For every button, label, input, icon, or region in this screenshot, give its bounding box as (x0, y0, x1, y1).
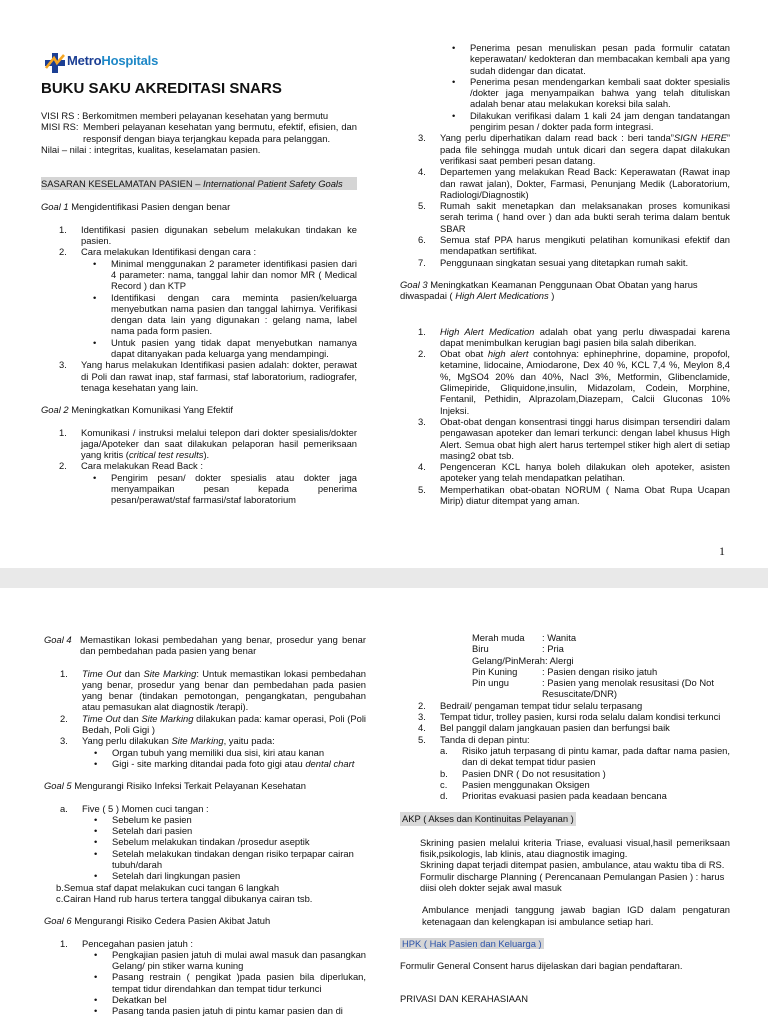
color-code-table (400, 632, 730, 700)
list-item: 2. Cara melakukan Identifikasi dengan cara : (59, 246, 257, 258)
bullet-item: • Setelah dari pasien (94, 825, 193, 837)
goal5-heading: Goal 5 Mengurangi Risiko Infeksi Terkait Pelayanan Kesehatan (44, 780, 306, 792)
list-item: 1. Time Out dan Site Marking: Untuk memastikan lokasi pembedahan yang benar, prosedur yang benar dan pembedahan pada pasien yang benar (tindakan pemotongan, pengangkatan, pengubahan atau pemasukan alat diagnostik /terapi). (60, 667, 366, 713)
list-item: 5. Rumah sakit menetapkan dan melaksanakan proses komunikasi serah terima ( hand over ) dan ada bukti serah terima dalam bentuk SBAR (418, 200, 730, 234)
goal5-list (44, 803, 366, 882)
color-row: Pin Kuning : Pasien dengan risiko jatuh (472, 665, 658, 677)
list-item: a. Five ( 5 ) Momen cuci tangan : (60, 802, 209, 814)
list-item: 1. Pencegahan pasien jatuh : (60, 937, 194, 949)
sasaran-text: SASARAN KESELAMATAN PASIEN – (41, 178, 204, 190)
bullet-item: • Penerima pesan menuliskan pesan pada formulir catatan keperawatan/ kedokteran dan membacakan kembali apa yang sudah didengar dan dicatat. (452, 42, 730, 76)
bullet-item: • Sebelum ke pasien (94, 813, 192, 825)
sasaran-italic: International Patient Safety Goals (203, 178, 343, 190)
list-item: 3. Yang harus melakukan Identifikasi pasien adalah: dokter, perawat di Poli dan rawat inap, staf farmasi, staf laboratorium, radiografer, tenaga kesehatan yang lain. (59, 359, 357, 393)
page-2 (0, 588, 768, 1024)
akp-paragraph: Formulir discharge Planning ( Perencanaan Pemulangan Pasien ) : harus diisi oleh dokter sejak awal masuk (420, 870, 725, 893)
goal6-heading: Goal 6 Mengurangi Risiko Cedera Pasien Akibat Jatuh (44, 915, 271, 927)
akp-paragraph: Ambulance menjadi tanggung jawab bagian IGD dalam pengaturan ketenagaan dan kelengkapan isi ambulance setiap hari. (422, 904, 730, 927)
bullet-item: • Identifikasi dengan cara meminta pasien/keluarga menyebutkan nama pasien dan tanggal lahirnya. Verifikasi dengan data lain yang digunakan : gelang nama, label nama pada form pasien. (93, 291, 357, 337)
list-item: 3. Yang perlu dilakukan Site Marking, yaitu pada: (60, 735, 275, 747)
color-row: Biru : Pria (472, 643, 564, 655)
akp-paragraph: Skrining pasien melalui kriteria Triase, evaluasi visual,hasil pemeriksaan fisik,psikologis, lab klinis, atau diagnostik imaging. (420, 836, 730, 860)
list-item: 3. Tempat tidur, trolley pasien, kursi roda selalu dalam kondisi terkunci (418, 711, 721, 723)
bullet-item: • Minimal menggunakan 2 parameter identifikasi pasien dari 4 parameter: nama, tanggal lahir dan nomor MR ( Medical Record ) dan KTP (93, 257, 357, 292)
goal2-list (41, 427, 357, 506)
list-item: 3. Yang perlu diperhatikan dalam read back : beri tanda”SIGN HERE” pada file sehingga mudah untuk dicari dan segera dapat dilakukan verifikasi saat pemberi pesan datang. (418, 132, 730, 166)
list-item: 3. Obat-obat dengan konsentrasi tinggi harus disimpan tersendiri dalam pengawasan apoteker dan lemari terkunci: dengan label khusus High Alert. Semua obat high alert harus tertempel stiker high alert di setiap masing2 obat tsb. (418, 415, 730, 461)
bullet-item: • Dilakukan verifikasi dalam 1 kali 24 jam dengan tandatangan pengirim pesan / dokter pada form integrasi. (452, 109, 730, 133)
list-item: 5. Tanda di depan pintu: (418, 733, 530, 745)
akp-body (400, 837, 730, 927)
list-item: 4. Pengenceran KCL hanya boleh dilakukan oleh apoteker, asisten apoteker yang telah mendapatkan pelatihan. (418, 461, 730, 484)
sub-item: c. Pasien menggunakan Oksigen (440, 778, 590, 790)
hpk-paragraph: Formulir General Consent harus dijelaskan dari bagian pendaftaran. (400, 960, 683, 972)
color-row: Gelang/PinMerah: Alergi (472, 654, 574, 666)
bullet-item: • Pengirim pesan/ dokter spesialis atau dokter jaga menyampaikan pesan kepada penerima pesan/perawat/staf farmasi/staf laboratorium (93, 471, 357, 506)
bullet-item: • Gigi - site marking ditandai pada foto gigi atau dental chart (94, 757, 355, 769)
akp-paragraph: Skrining dapat terjadi ditempat pasien, ambulance, atau waktu tiba di RS. (420, 859, 725, 871)
hpk-heading (400, 938, 730, 949)
bullet-item: • Setelah melakukan tindakan dengan risiko terpapar cairan tubuh/darah (94, 847, 354, 871)
bullet-item: • Penerima pesan mendengarkan kembali saat dokter spesialis /dokter jaga menyampaikan bahwa yang telah dituliskan adalah benar atau melakukan koreksi bila salah. (452, 75, 730, 110)
list-item: 2. Obat obat high alert contohnya: ephinephrine, dopamine, propofol, ketamine, lidocaine, Amiodarone, Dex 40 %, KCL 7,4 %, Meylon 8,4 %, MgSO4 20% dan 40%, Nacl 3%, Metformin, Glibenclamide, Glimepiride, Gliquidone,insulin, Midazolam, Codein, Morphine, Fentanil, Pethidin, Alprazolam,Diazepam, Calcii Gluconas 10% Injeksi. (418, 348, 730, 416)
goal6-list-cont (400, 700, 730, 802)
list-item: 2. Bedrail/ pengaman tempat tidur selalu terpasang (418, 699, 643, 711)
list-item: 4. Departemen yang melakukan Read Back: Keperawatan (Rawat inap dan rawat jalan), Dokter, Farmasi, Penunjang Medik (Laboratorium, Radiologi/Diagnostik) (418, 166, 730, 200)
bullet-item: • Pengkajian pasien jatuh di mulai awal masuk dan pasangkan Gelang/ pin stiker warna kuning (94, 948, 366, 972)
left-column-2 (44, 634, 366, 1017)
metro-hospitals-logo (44, 50, 184, 76)
goal5-c: c.Cairan Hand rub harus tertera tanggal dibukanya cairan tsb. (56, 892, 313, 904)
goal1-label: Goal 1 (41, 201, 69, 213)
goal4-list (44, 668, 366, 770)
misi-row (41, 121, 357, 144)
list-item: 4. Bel panggil dalam jangkauan pasien dan berfungsi baik (418, 722, 670, 734)
misi-label: MISI RS: (41, 121, 79, 133)
sasaran-heading (41, 177, 357, 190)
goal3-heading: Goal 3 Meningkatkan Keamanan Penggunaan Obat Obatan yang harus diwaspadai ( High Alert Medications ) (400, 278, 698, 302)
bullet-item: • Dekatkan bel (94, 994, 167, 1006)
akp-heading (400, 812, 730, 825)
list-item: 6. Semua staf PPA harus mengikuti pelatihan komunikasi efektif dan mendapatkan sertifikat. (418, 234, 730, 257)
logo-text (67, 53, 158, 68)
list-item: 5. Memperhatikan obat-obatan NORUM ( Nama Obat Rupa Ucapan Mirip) diatur ditempat yang aman. (418, 483, 730, 506)
cross-logo-icon (44, 52, 66, 74)
akp-title: AKP ( Akses dan Kontinuitas Pelayanan ) (402, 813, 574, 825)
goal6-list (44, 938, 366, 1017)
color-row: Merah muda : Wanita (472, 632, 577, 643)
bullet-item: • Sebelum melakukan tindakan /prosedur aseptik (94, 836, 310, 848)
list-item: 1. Komunikasi / instruksi melalui telepon dari dokter spesialis/dokter jaga/Apoteker dan saat dilakukan pelaporan hasil pemeriksaan yang kritis (critical test results). (59, 426, 357, 461)
sub-item: b. Pasien DNR ( Do not resusitation ) (440, 767, 606, 779)
bullet-item: • Pasang restrain ( pengikat )pada pasien bila diperlukan, tempat tidur direndahkan dan tempat tidur terkunci (94, 971, 366, 994)
hpk-title: HPK ( Hak Pasien dan Keluarga ) (402, 937, 542, 949)
goal1-list (41, 224, 357, 393)
privasi-heading: PRIVASI DAN KERAHASIAAN (400, 993, 528, 1005)
bullet-item: • Organ tubuh yang memiliki dua sisi, kiri atau kanan (94, 746, 325, 758)
document-title: BUKU SAKU AKREDITASI SNARS (41, 80, 282, 97)
color-row: Pin ungu : Pasien yang menolak resusitasi (Do Not Resuscitate/DNR) (472, 677, 714, 700)
goal2-heading: Goal 2 Meningkatkan Komunikasi Yang Efektif (41, 404, 233, 416)
logo-hospitals: Hospitals (101, 53, 159, 68)
bullet-item: • Setelah dari lingkungan pasien (94, 870, 241, 882)
bullet-item: • Untuk pasien yang tidak dapat menyebutkan namanya dapat ditanyakan pada keluarga yang mendampingi. (93, 336, 357, 360)
right-column-1 (400, 42, 730, 506)
left-column-1 (41, 110, 357, 506)
list-item: 1. High Alert Medication adalah obat yang perlu diwaspadai karena dapat menimbulkan kerugian bagi pasien bila salah diberikan. (418, 325, 730, 348)
visi-text: VISI RS : Berkomitmen memberi pelayanan kesehatan yang bermutu (41, 110, 329, 121)
goal1-heading (41, 201, 357, 212)
page-number: 1 (719, 544, 725, 558)
list-item: 2. Time Out dan Site Marking dilakukan pada: kamar operasi, Poli (Poli Bedah, Poli Gigi ) (60, 712, 366, 736)
misi-text: Memberi pelayanan kesehatan yang bermutu, efektif, efisien, dan responsif dengan biaya terjangkau kepada para pelanggan. (83, 121, 357, 144)
goal3-list (400, 326, 730, 507)
goal5-b: b.Semua staf dapat melakukan cuci tangan 6 langkah (56, 881, 280, 893)
sub-item: d. Prioritas evakuasi pasien pada keadaan bencana (440, 790, 667, 802)
bullet-item: • Pasang tanda pasien jatuh di pintu kamar pasien dan di (94, 1005, 343, 1017)
nilai-text: Nilai – nilai : integritas, kualitas, keselamatan pasien. (41, 143, 261, 155)
logo-metro: Metro (67, 53, 102, 68)
list-item: 2. Cara melakukan Read Back : (59, 460, 203, 472)
goal1-text: Mengidentifikasi Pasien dengan benar (68, 201, 231, 213)
list-item: 7. Penggunaan singkatan sesuai yang ditetapkan rumah sakit. (418, 256, 689, 268)
right-column-2 (400, 632, 730, 1005)
list-item: 1. Identifikasi pasien digunakan sebelum melakukan tindakan ke pasien. (59, 223, 357, 247)
sub-item: a. Risiko jatuh terpasang di pintu kamar, pada daftar nama pasien, dan di dekat tempat tidur pasien (440, 744, 730, 768)
goal4-heading: Goal 4 Memastikan lokasi pembedahan yang benar, prosedur yang benar dan pembedahan pada pasien yang benar (44, 634, 366, 657)
